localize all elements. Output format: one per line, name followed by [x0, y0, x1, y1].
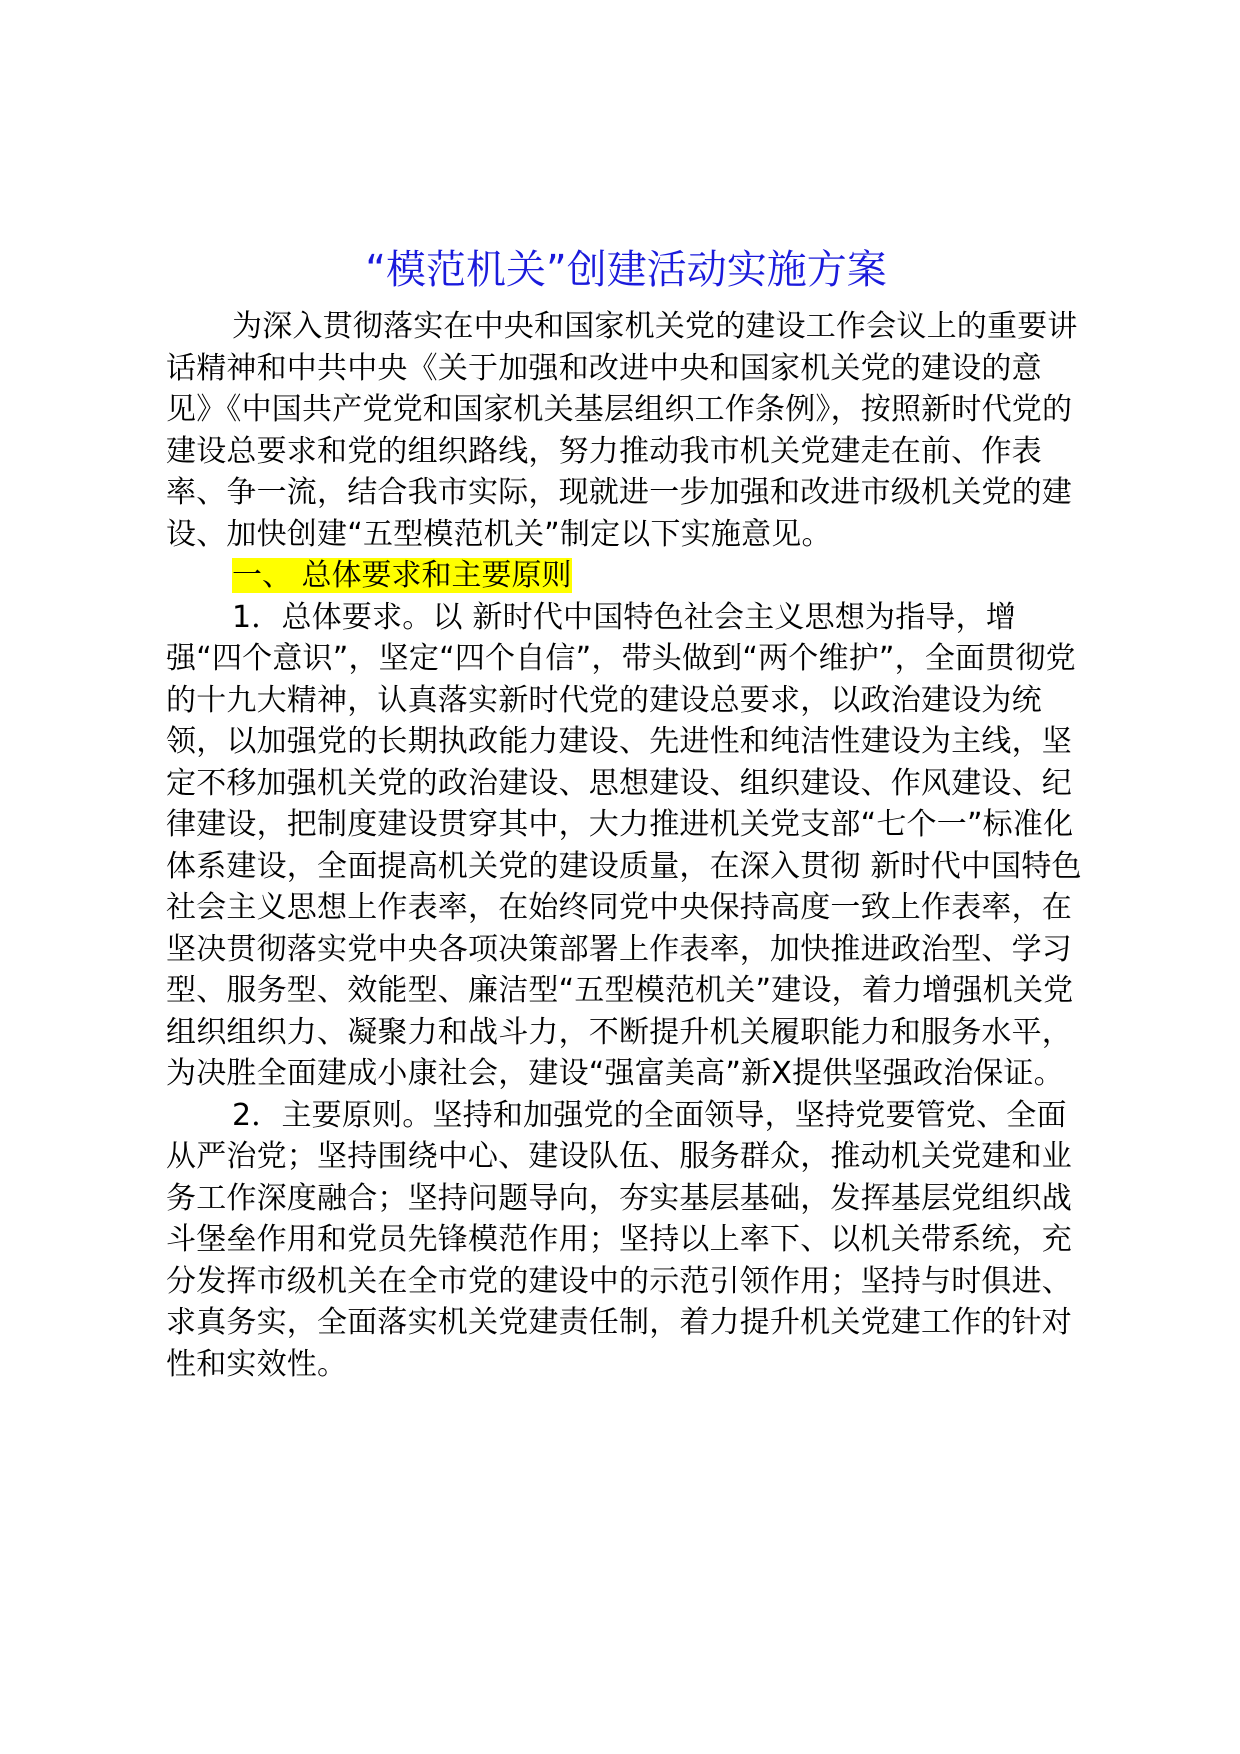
- section-heading-text: 一、 总体要求和主要原则: [232, 558, 572, 593]
- document-page: [166, 240, 1086, 1385]
- item-2-paragraph: 2．主要原则。坚持和加强党的全面领导，坚持党要管党、全面从严治党；坚持围绕中心、建设队伍、服务群众，推动机关党建和业务工作深度融合；坚持问题导向，夯实基层基础，发挥基层党组织战斗堡垒作用和党员先锋模范作用；坚持以上率下、以机关带系统，充分发挥市级机关在全市党的建设中的示范引领作用；坚持与时俱进、求真务实，全面落实机关党建责任制，着力提升机关党建工作的针对性和实效性。: [166, 1097, 1072, 1382]
- section-heading: [166, 555, 1086, 597]
- intro-paragraph: 为深入贯彻落实在中央和国家机关党的建设工作会议上的重要讲话精神和中共中央《关于加强和改进中央和国家机关党的建设的意见》《中国共产党党和国家机关基层组织工作条例》，按照新时代党的建设总要求和党的组织路线，努力推动我市机关党建走在前、作表率、争一流，结合我市实际，现就进一步加强和改进市级机关党的建设、加快创建“五型模范机关”制定以下实施意见。: [166, 309, 1078, 552]
- document-title: “模范机关”创建活动实施方案: [365, 247, 887, 293]
- item-1-paragraph: 1．总体要求。以 新时代中国特色社会主义思想为指导，增强“四个意识”，坚定“四个自信”，带头做到“两个维护”，全面贯彻党的十九大精神，认真落实新时代党的建设总要求，以政治建设为统领，以加强党的长期执政能力建设、先进性和纯洁性建设为主线，坚定不移加强机关党的政治建设、思想建设、组织建设、作风建设、纪律建设，把制度建设贯穿其中，大力推进机关党支部“七个一”标准化体系建设，全面提高机关党的建设质量，在深入贯彻 新时代中国特色社会主义思想上作表率，在始终同党中央保持高度一致上作表率，在坚决贯彻落实党中央各项决策部署上作表率，加快推进政治型、学习型、服务型、效能型、廉洁型“五型模范机关”建设，着力增强机关党组织组织力、凝聚力和战斗力，不断提升机关履职能力和服务水平，为决胜全面建成小康社会，建设“强富美高”新X提供坚强政治保证。: [166, 599, 1082, 1091]
